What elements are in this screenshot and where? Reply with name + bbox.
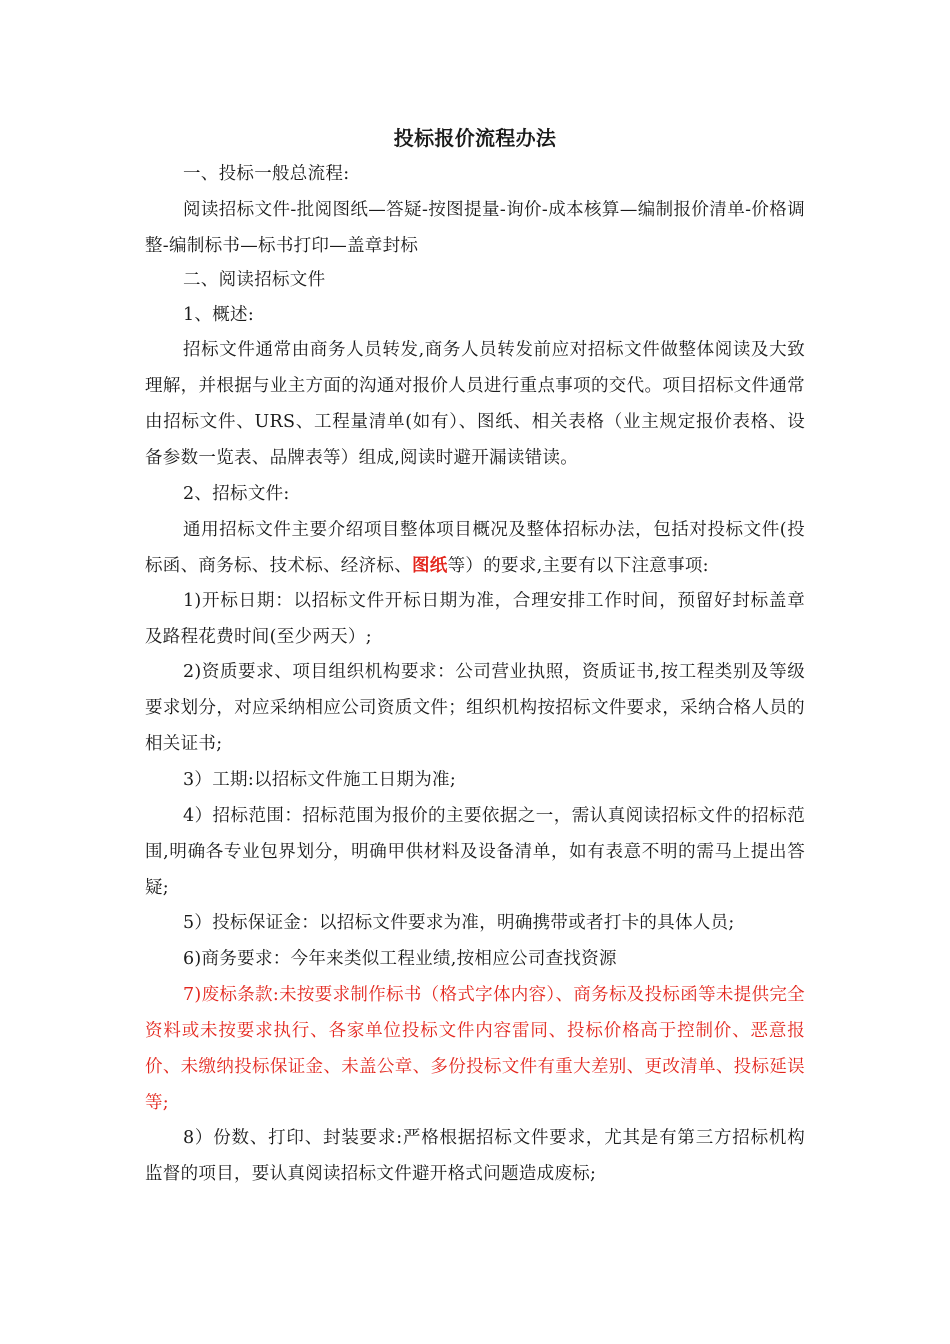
section1-heading: 一、投标一般总流程: [183, 164, 350, 184]
item-6-business: 6)商务要求：今年来类似工程业绩,按相应公司查找资源 [183, 949, 617, 969]
item-1-opening-date: 1)开标日期：以招标文件开标日期为准，合理安排工作时间，预留好封标盖章及路程花费时间(至少两天）; [145, 591, 805, 647]
tender-body-part-a: 通用招标文件主要介绍项目整体项目概况及整体招标办法，包括对投标文件(投标函、商务标、技术标、经济标、 [145, 520, 805, 576]
document-title: 投标报价流程办法 [393, 126, 557, 150]
item-5-deposit: 5）投标保证金：以招标文件要求为准，明确携带或者打卡的具体人员; [183, 913, 735, 933]
item-3-schedule: 3）工期:以招标文件施工日期为准; [183, 770, 457, 790]
overview-body: 招标文件通常由商务人员转发,商务人员转发前应对招标文件做整体阅读及大致理解，并根据与业主方面的沟通对报价人员进行重点事项的交代。项目招标文件通常由招标文件、URS、工程量清单(如有）、图纸、相关表格（业主规定报价表格、设备参数一览表、品牌表等）组成,阅读时避开漏读错读。 [145, 340, 805, 468]
section1-body: 阅读招标文件-批阅图纸—答疑-按图提量-询价-成本核算—编制报价清单-价格调整-编制标书—标书打印—盖章封标 [145, 200, 805, 256]
item-4-scope: 4）招标范围：招标范围为报价的主要依据之一，需认真阅读招标文件的招标范围,明确各专业包界划分，明确甲供材料及设备清单，如有表意不明的需马上提出答疑; [145, 806, 805, 898]
item-2-qualification: 2)资质要求、项目组织机构要求：公司营业执照，资质证书,按工程类别及等级要求划分，对应采纳相应公司资质文件；组织机构按招标文件要求，采纳合格人员的相关证书; [145, 662, 805, 754]
tender-body [145, 512, 805, 584]
tender-body-highlight: 图纸 [412, 556, 448, 576]
overview-heading: 1、概述: [183, 305, 255, 325]
tender-heading: 2、招标文件: [183, 484, 290, 504]
tender-body-part-b: 等）的要求,主要有以下注意事项: [447, 556, 709, 576]
section2-heading: 二、阅读招标文件 [183, 270, 326, 290]
item-7-disqualification: 7)废标条款:未按要求制作标书（格式字体内容）、商务标及投标函等未提供完全资料或未按要求执行、各家单位投标文件内容雷同、投标价格高于控制价、恶意报价、未缴纳投标保证金、未盖公章、多份投标文件有重大差别、更改清单、投标延误等; [145, 985, 805, 1113]
item-8-copies-printing: 8）份数、打印、封装要求:严格根据招标文件要求，尤其是有第三方招标机构监督的项目，要认真阅读招标文件避开格式问题造成废标; [145, 1128, 805, 1184]
